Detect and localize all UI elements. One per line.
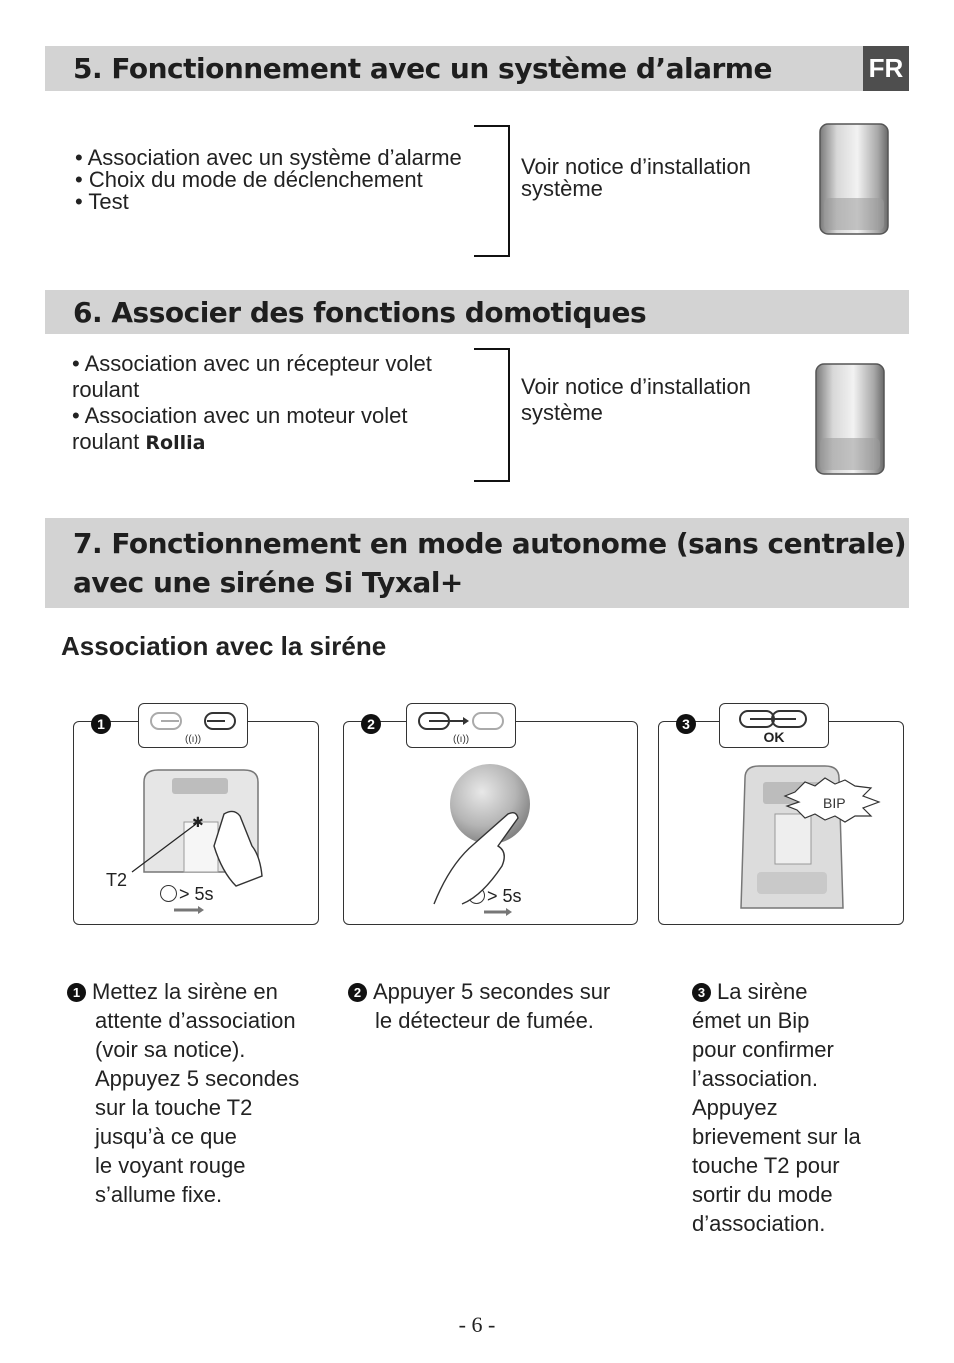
instruction-line: sur la touche T2: [95, 1095, 253, 1120]
bip-label: BIP: [823, 795, 846, 811]
duration-text: > 5s: [487, 886, 522, 906]
rollia-brand: Rollia: [145, 432, 206, 454]
step-3-instructions: [692, 977, 861, 1238]
instruction-line: [67, 977, 299, 1006]
svg-text:((ı)): ((ı)): [453, 734, 470, 745]
ok-label: OK: [763, 729, 785, 745]
step-3-panel: [658, 721, 904, 925]
language-badge: FR: [863, 46, 909, 91]
instruction-line: [692, 977, 861, 1006]
instruction-line: jusqu’à ce que: [95, 1124, 237, 1149]
list-item: • Choix du mode de déclenchement: [75, 167, 423, 192]
section-6-header: [45, 290, 909, 334]
note-line: Voir notice d’installation: [521, 154, 751, 179]
instruction-line: attente d’association: [95, 1008, 296, 1033]
list-item-continuation: roulant: [72, 377, 140, 402]
duration-text: > 5s: [179, 884, 214, 904]
siren-press-illustration: [74, 722, 318, 924]
smoke-detector-side-image: [810, 360, 890, 478]
step-1-number: 1: [91, 714, 111, 734]
section-6-bullet-list: [72, 351, 432, 456]
section-5-note: [521, 156, 751, 200]
smoke-detector-press-illustration: [344, 722, 637, 924]
instruction-line: s’allume fixe.: [95, 1182, 223, 1207]
section-7-header: [45, 518, 909, 608]
step-2-bullet: 2: [348, 983, 367, 1002]
instruction-line: (voir sa notice).: [95, 1037, 246, 1062]
section-5-bullet-list: [75, 147, 462, 213]
siren-beep-illustration: [659, 722, 903, 924]
step-3-bullet: 3: [692, 983, 711, 1002]
step-2-instructions: [348, 977, 610, 1035]
t2-label: T2: [106, 870, 128, 890]
step-2-number: 2: [361, 714, 381, 734]
section-7-title-line2: avec une siréne Si Tyxal+: [73, 566, 463, 599]
svg-text:✱: ✱: [192, 814, 204, 830]
instruction-line: sortir du mode: [692, 1182, 833, 1207]
instruction-text: La sirène: [717, 979, 808, 1004]
step-1-bullet: 1: [67, 983, 86, 1002]
step-2-status-tab: [406, 703, 516, 748]
smoke-detector-side-image: [812, 118, 894, 238]
list-item: • Association avec un système d’alarme: [75, 145, 462, 170]
section-5-header: [45, 46, 909, 91]
instruction-line: Appuyez: [692, 1095, 778, 1120]
list-item: • Test: [75, 189, 129, 214]
instruction-line: pour confirmer: [692, 1037, 834, 1062]
bracket-divider: [474, 125, 510, 257]
instruction-line: [348, 977, 610, 1006]
note-line: système: [521, 400, 603, 425]
subsection-title: Association avec la siréne: [61, 631, 387, 661]
instruction-line: le détecteur de fumée.: [375, 1008, 594, 1033]
section-6-title: 6. Associer des fonctions domotiques: [73, 296, 647, 329]
link-broken-icon: [139, 704, 247, 747]
instruction-line: Appuyez 5 secondes: [95, 1066, 300, 1091]
page-number: - 6 -: [458, 1312, 496, 1337]
list-item-text: roulant: [72, 429, 146, 454]
step-1-status-tab: [138, 703, 248, 748]
note-line: système: [521, 176, 603, 201]
step-1-panel: [73, 721, 319, 925]
step-3-number: 3: [676, 714, 696, 734]
instruction-text: Mettez la sirène en: [92, 979, 278, 1004]
section-5-title: 5. Fonctionnement avec un système d’alarme: [73, 52, 772, 85]
step-3-status-tab: [719, 703, 829, 748]
instruction-line: brievement sur la: [692, 1124, 861, 1149]
list-item: • Association avec un récepteur volet: [72, 351, 432, 376]
step-2-panel: [343, 721, 638, 925]
step-1-instructions: [67, 977, 299, 1209]
section-6-note: [521, 374, 751, 426]
instruction-line: le voyant rouge: [95, 1153, 246, 1178]
list-item: • Association avec un moteur volet: [72, 403, 408, 428]
instruction-line: émet un Bip: [692, 1008, 810, 1033]
list-item-continuation: [72, 429, 432, 456]
instruction-line: d’association.: [692, 1211, 826, 1236]
instruction-line: l’association.: [692, 1066, 818, 1091]
note-line: Voir notice d’installation: [521, 374, 751, 399]
svg-text:((ı)): ((ı)): [185, 734, 202, 745]
section-7-title-line1: 7. Fonctionnement en mode autonome (sans centrale): [73, 527, 907, 560]
instruction-text: Appuyer 5 secondes sur: [373, 979, 611, 1004]
bracket-divider: [474, 348, 510, 482]
link-connecting-icon: [407, 704, 515, 747]
instruction-line: touche T2 pour: [692, 1153, 840, 1178]
